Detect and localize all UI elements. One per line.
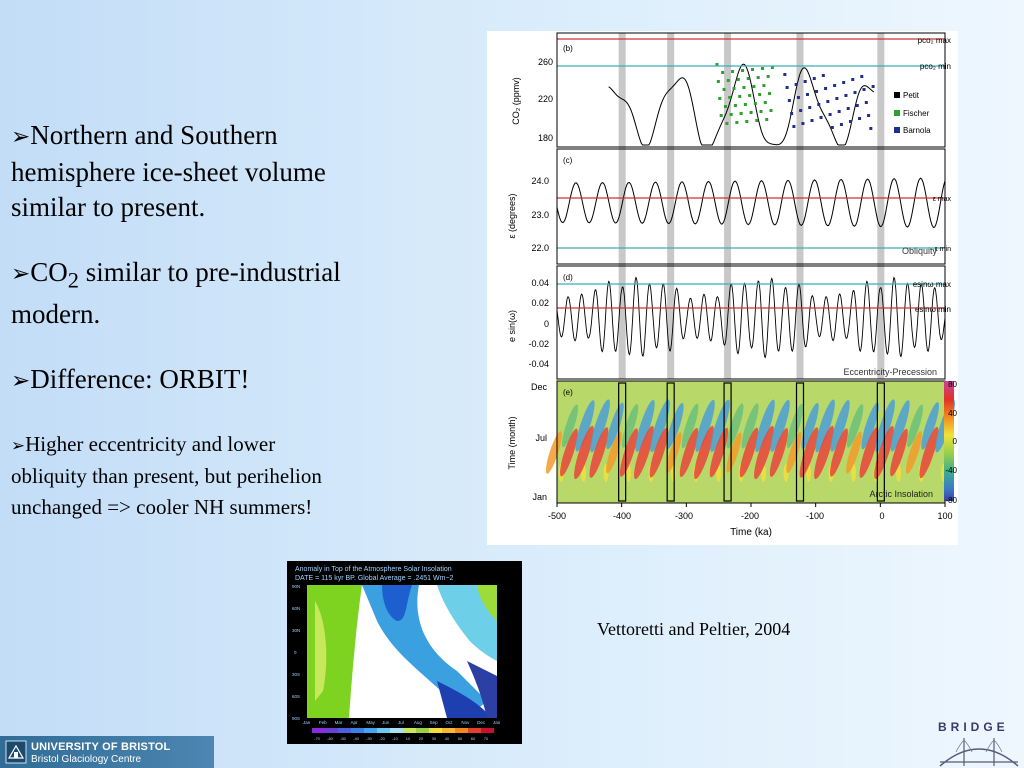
panel-b-ylabel: CO₂ (ppmv): [511, 77, 521, 125]
co2-point-barnola: [795, 83, 798, 86]
co2-point-barnola: [822, 74, 825, 77]
co2-point-fischer: [750, 111, 753, 114]
bullet-text-co2-sub: 2: [67, 267, 79, 293]
co2-point-barnola: [860, 75, 863, 78]
legend-swatch-fischer: [894, 110, 900, 116]
co2-point-fischer: [718, 97, 721, 100]
panel-frame-b: [557, 33, 945, 147]
co2-point-barnola: [786, 86, 789, 89]
map-month-label: Jul: [398, 720, 404, 725]
map-scale-tick: -20: [379, 736, 385, 741]
map-scale-swatch: [338, 728, 351, 733]
panel-d-ytick: 0.02: [531, 298, 549, 308]
map-scale-tick: 10: [405, 736, 411, 741]
co2-point-fischer: [727, 79, 730, 82]
co2-point-fischer: [737, 78, 740, 81]
co2-point-fischer: [754, 102, 757, 105]
map-month-label: Jan: [303, 720, 311, 725]
colorbar-tick: 0: [952, 437, 957, 446]
panel-c-ytick: 22.0: [531, 243, 549, 253]
co2-point-fischer: [724, 105, 727, 108]
co2-point-barnola: [788, 99, 791, 102]
map-scale-tick: -10: [392, 736, 398, 741]
ref-label-eps-max: ε max: [932, 196, 951, 203]
co2-point-barnola: [826, 100, 829, 103]
co2-point-barnola: [804, 80, 807, 83]
arrow-bullet-icon: ➢: [11, 368, 31, 395]
panel-d-ylabel: e sin(ω): [507, 309, 517, 343]
co2-point-fischer: [721, 71, 724, 74]
co2-point-barnola: [842, 81, 845, 84]
panel-d-name: Eccentricity-Precession: [843, 367, 937, 377]
data-curves: [557, 39, 945, 358]
map-month-label: Jun: [382, 720, 390, 725]
ref-label-esin-max: esinω max: [912, 280, 951, 289]
insolation-anomaly-map: [287, 561, 522, 744]
co2-point-fischer: [769, 109, 772, 112]
co2-point-fischer: [735, 121, 738, 124]
bullet-text-co2-suffix: similar to pre-industrial modern.: [11, 257, 341, 330]
co2-point-barnola: [817, 103, 820, 106]
panel-c-ytick: 24.0: [531, 176, 549, 186]
map-lat-label: 30S: [292, 672, 301, 677]
co2-point-barnola: [813, 77, 816, 80]
co2-point-barnola: [844, 94, 847, 97]
co2-point-fischer: [740, 112, 743, 115]
legend-label-barnola: Barnola: [903, 126, 931, 135]
x-tick: -200: [740, 511, 760, 521]
map-scale-tick: -60: [327, 736, 333, 741]
panel-b-ytick: 220: [537, 94, 553, 104]
x-tick: -500: [547, 511, 567, 521]
map-scale-swatch: [390, 728, 403, 733]
university-crest-icon: [5, 740, 27, 764]
bridge-icon: [936, 718, 1022, 768]
co2-point-fischer: [723, 88, 726, 91]
university-of-bristol-logo: [0, 736, 214, 768]
map-month-label: May: [366, 720, 375, 725]
bridge-logo: [936, 718, 1022, 768]
co2-point-fischer: [757, 76, 760, 79]
co2-point-barnola: [858, 117, 861, 120]
map-month-label: Apr: [350, 720, 358, 725]
map-title-1: Anomaly in Top of the Atmosphere Solar Insolation: [295, 566, 452, 573]
co2-point-barnola: [872, 85, 875, 88]
university-name: UNIVERSITY OF BRISTOL: [31, 741, 171, 753]
co2-point-barnola: [829, 113, 832, 116]
colorbar-tick: -80: [945, 496, 957, 505]
map-scale-tick: -50: [340, 736, 346, 741]
co2-point-fischer: [752, 85, 755, 88]
map-scale-swatch: [481, 728, 494, 733]
map-scale-tick: -70: [314, 736, 320, 741]
co2-point-barnola: [799, 109, 802, 112]
co2-point-fischer: [728, 96, 731, 99]
bullet-eccentricity: [11, 429, 341, 523]
arrow-bullet-icon: ➢: [11, 261, 31, 287]
panel-c-letter: (c): [563, 156, 573, 165]
co2-point-fischer: [717, 80, 720, 83]
insolation-map-svg: [287, 561, 522, 744]
co2-point-barnola: [792, 125, 795, 128]
map-lat-label: 0: [294, 650, 297, 655]
arrow-bullet-icon: ➢: [11, 124, 31, 150]
map-scale-swatch: [351, 728, 364, 733]
co2-point-fischer: [731, 70, 734, 73]
bullet-text: Higher eccentricity and lower obliquity than present, but perihelion unchanged => cooler NH summers!: [11, 432, 322, 520]
figure-citation: Vettoretti and Peltier, 2004: [597, 619, 791, 639]
x-tick: 100: [937, 511, 953, 521]
map-month-label: Mar: [334, 720, 343, 725]
co2-point-barnola: [856, 104, 859, 107]
co2-point-barnola: [835, 97, 838, 100]
map-month-label: Dec: [477, 720, 486, 725]
co2-point-barnola: [820, 116, 823, 119]
map-scale-swatch: [468, 728, 481, 733]
co2-point-fischer: [734, 104, 737, 107]
x-tick: 0: [879, 511, 885, 521]
panel-e-ytick: Jul: [535, 433, 547, 443]
co2-point-barnola: [806, 93, 809, 96]
map-scale-swatch: [442, 728, 455, 733]
orbital-figure-svg: [487, 31, 958, 545]
co2-point-fischer: [733, 87, 736, 90]
map-scale-swatch: [325, 728, 338, 733]
co2-point-barnola: [840, 123, 843, 126]
co2-point-barnola: [783, 73, 786, 76]
co2-point-fischer: [760, 110, 763, 113]
co2-point-barnola: [867, 114, 870, 117]
co2-point-fischer: [765, 118, 768, 121]
co2-point-fischer: [767, 75, 770, 78]
legend-label-fischer: Fischer: [903, 109, 930, 118]
panel-d-letter: (d): [563, 273, 573, 282]
panel-e-name: Arctic Insolation: [869, 489, 933, 499]
co2-point-barnola: [801, 122, 804, 125]
map-scale-tick: 40: [444, 736, 450, 741]
map-scale-tick: 30: [431, 736, 437, 741]
centre-name: Bristol Glaciology Centre: [31, 754, 142, 765]
panel-e-ytick: Dec: [530, 382, 547, 392]
map-title-2: DATE = 115 kyr BP. Global Average = .2451 Wm−2: [295, 575, 454, 582]
bullet-co2: [11, 255, 341, 332]
panel-backgrounds: [543, 381, 958, 503]
map-scale-swatch: [364, 728, 377, 733]
ref-label-esin-min: esinω min: [914, 305, 951, 314]
map-month-label: Oct: [445, 720, 453, 725]
co2-point-fischer: [755, 119, 758, 122]
map-lat-label: 90S: [292, 716, 301, 721]
co2-point-barnola: [824, 87, 827, 90]
co2-point-fischer: [751, 68, 754, 71]
map-scale-swatch: [429, 728, 442, 733]
co2-point-fischer: [725, 122, 728, 125]
highlight-band: [877, 33, 884, 379]
map-scale-swatch: [416, 728, 429, 733]
x-axis-label: Time (ka): [730, 527, 772, 538]
map-lat-label: 30N: [292, 628, 301, 633]
co2-point-barnola: [853, 91, 856, 94]
co2-point-barnola: [849, 120, 852, 123]
panel-b-ytick: 180: [537, 133, 553, 143]
co2-point-fischer: [764, 101, 767, 104]
map-scale-tick: 50: [457, 736, 463, 741]
map-scale-swatch: [312, 728, 325, 733]
map-month-label: Nov: [461, 720, 470, 725]
co2-point-barnola: [810, 119, 813, 122]
map-scale-swatch: [455, 728, 468, 733]
colorbar-tick: 80: [948, 380, 957, 389]
co2-point-barnola: [863, 88, 866, 91]
orbital-figure: [487, 31, 958, 545]
co2-point-barnola: [831, 126, 834, 129]
arrow-bullet-icon: ➢: [11, 435, 26, 456]
panel-d-ytick: -0.04: [528, 359, 549, 369]
map-scale-swatch: [403, 728, 416, 733]
ref-label-eps-min: ε min: [934, 246, 951, 253]
panel-c-name: Obliquity: [901, 246, 937, 256]
x-tick: -300: [674, 511, 694, 521]
co2-point-fischer: [762, 84, 765, 87]
legend-label-petit: Petit: [903, 91, 920, 100]
bullet-text: Difference: ORBIT!: [30, 364, 250, 395]
bullet-ice-sheet: [11, 118, 341, 225]
map-lat-label: 60S: [292, 694, 301, 699]
co2-point-fischer: [730, 113, 733, 116]
panel-b-ytick: 260: [537, 57, 553, 67]
co2-point-fischer: [748, 94, 751, 97]
co2-point-fischer: [744, 103, 747, 106]
bridge-wordmark: BRIDGE: [938, 720, 1009, 734]
obliquity-curve: [557, 178, 945, 227]
co2-point-barnola: [865, 101, 868, 104]
co2-curve-petit: [609, 64, 874, 145]
co2-point-barnola: [815, 90, 818, 93]
panel-d-ytick: -0.02: [528, 339, 549, 349]
panel-b-letter: (b): [563, 44, 573, 53]
map-month-label: Aug: [413, 720, 422, 725]
colorbar-tick: 40: [948, 409, 957, 418]
bullet-text-co2-prefix: CO: [30, 257, 68, 287]
co2-point-barnola: [833, 84, 836, 87]
co2-point-fischer: [747, 77, 750, 80]
bullet-list: [11, 118, 341, 553]
co2-point-barnola: [851, 78, 854, 81]
map-lat-label: 60N: [292, 606, 301, 611]
map-scale-tick: 70: [483, 736, 489, 741]
eccentricity-precession-curve: [557, 278, 945, 358]
panel-e-ytick: Jan: [532, 492, 547, 502]
bullet-text: Northern and Southern hemisphere ice-sheet volume similar to present.: [11, 120, 326, 222]
co2-point-barnola: [790, 112, 793, 115]
colorbar-tick: -40: [945, 466, 957, 475]
map-month-label: Jan: [493, 720, 501, 725]
co2-point-fischer: [745, 120, 748, 123]
co2-point-fischer: [758, 93, 761, 96]
map-month-label: Feb: [318, 720, 327, 725]
co2-point-fischer: [761, 67, 764, 70]
panel-e-ylabel: Time (month): [507, 416, 517, 470]
co2-point-barnola: [797, 96, 800, 99]
co2-point-barnola: [847, 107, 850, 110]
panel-c-ytick: 23.0: [531, 210, 549, 220]
x-tick: -400: [612, 511, 632, 521]
co2-point-fischer: [741, 69, 744, 72]
ref-label-pco2max: pco₂ max: [917, 36, 951, 45]
map-scale-tick: 20: [418, 736, 424, 741]
co2-point-fischer: [738, 95, 741, 98]
legend-swatch-petit: [894, 92, 900, 98]
co2-point-barnola: [869, 127, 872, 130]
bullet-orbit: [11, 362, 341, 399]
co2-point-barnola: [808, 106, 811, 109]
co2-point-fischer: [742, 86, 745, 89]
co2-point-barnola: [838, 110, 841, 113]
map-scale-tick: -40: [353, 736, 359, 741]
map-month-label: Sep: [429, 720, 438, 725]
co2-point-fischer: [768, 92, 771, 95]
ref-label-pco2min: pco₂ min: [919, 62, 951, 71]
panel-d-ytick: 0: [543, 319, 549, 329]
panel-c-ylabel: ε (degrees): [507, 193, 517, 239]
panel-frame-d: [557, 266, 945, 379]
co2-point-fischer: [720, 114, 723, 117]
x-tick: -100: [805, 511, 825, 521]
map-scale-swatch: [377, 728, 390, 733]
map-lat-label: 90N: [292, 584, 301, 589]
map-scale-tick: 60: [470, 736, 476, 741]
map-scale-tick: -30: [366, 736, 372, 741]
panel-e-letter: (e): [563, 388, 573, 397]
map-plot-area: [307, 585, 497, 718]
legend-swatch-barnola: [894, 127, 900, 133]
panel-d-ytick: 0.04: [531, 278, 549, 288]
